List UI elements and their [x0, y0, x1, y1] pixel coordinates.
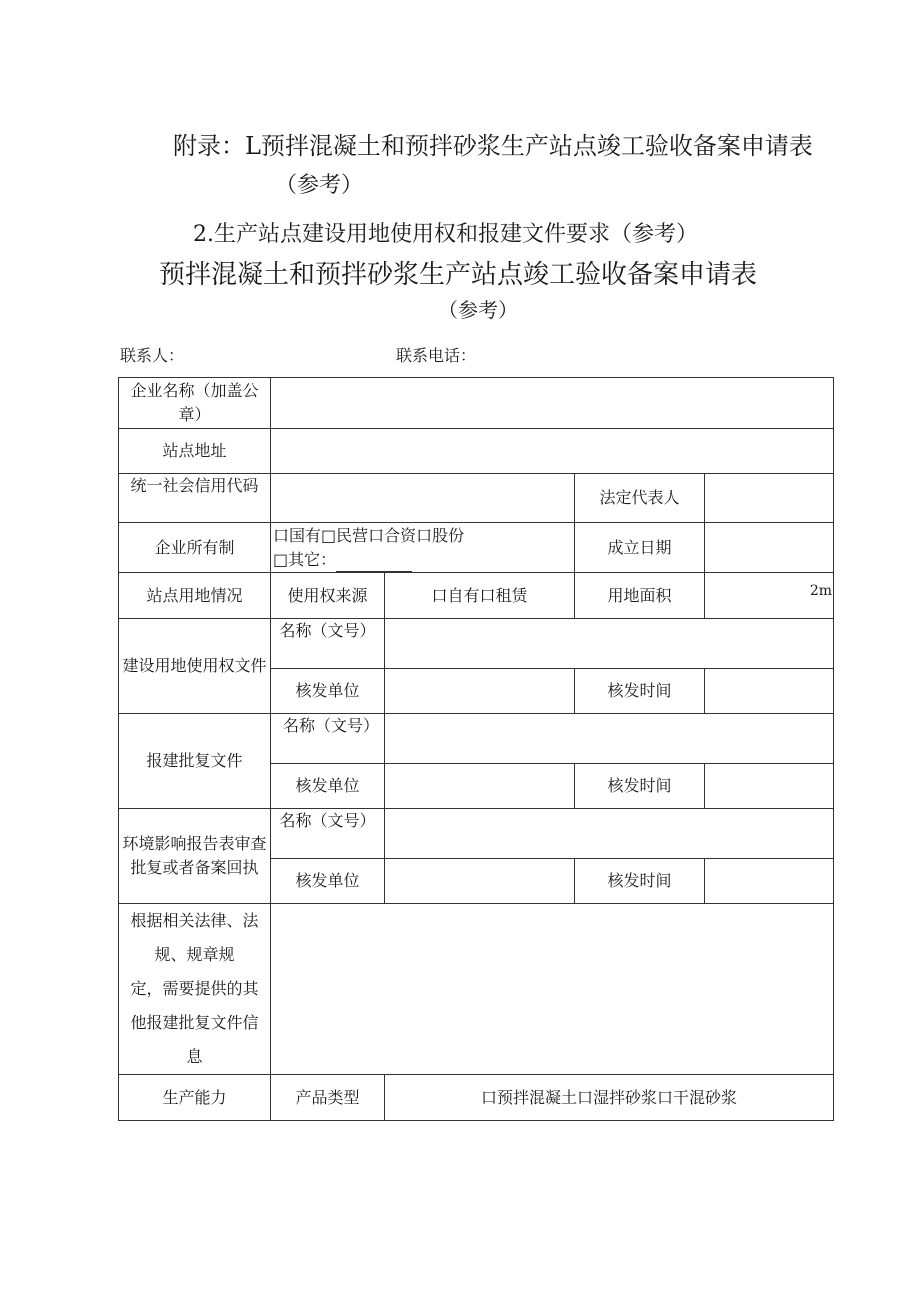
land-doc-label: 建设用地使用权文件: [119, 619, 271, 714]
other-docs-field[interactable]: [271, 904, 834, 1075]
approval-doc-issuer-label: 核发单位: [271, 764, 385, 809]
other-docs-line: 他报建批复文件信: [130, 1013, 259, 1032]
land-area-label: 用地面积: [575, 573, 705, 619]
env-doc-issuer-label: 核发单位: [271, 859, 385, 904]
land-doc-issuer-field[interactable]: [385, 669, 575, 714]
land-doc-name-label: 名称（文号）: [271, 619, 385, 669]
other-docs-line: 定，需要提供的其: [130, 979, 259, 998]
other-docs-line: 规、规章规: [154, 945, 235, 964]
approval-doc-name-label: 名称（文号）: [271, 714, 385, 764]
land-doc-issuer-label: 核发单位: [271, 669, 385, 714]
founded-date-field[interactable]: [705, 523, 834, 573]
legal-rep-label: 法定代表人: [575, 474, 705, 523]
land-area-unit: 2m: [809, 583, 832, 599]
env-doc-name-field[interactable]: [385, 809, 834, 859]
ownership-options[interactable]: [271, 523, 575, 573]
contact-person-label: 联系人：: [120, 346, 185, 365]
other-docs-label: [119, 904, 271, 1075]
product-type-options[interactable]: 口预拌混凝土口湿拌砂浆口干混砂浆: [385, 1075, 834, 1121]
land-doc-time-field[interactable]: [705, 669, 834, 714]
appendix-subtitle: （参考）: [275, 173, 364, 198]
credit-code-label: 统一社会信用代码: [119, 474, 271, 523]
land-doc-time-label: 核发时间: [575, 669, 705, 714]
approval-doc-time-label: 核发时间: [575, 764, 705, 809]
land-doc-name-field[interactable]: [385, 619, 834, 669]
other-docs-line: 根据相关法律、法: [130, 911, 259, 930]
approval-doc-time-field[interactable]: [705, 764, 834, 809]
land-area-field[interactable]: [705, 573, 834, 619]
application-form-table: [118, 377, 834, 1121]
env-doc-time-label: 核发时间: [575, 859, 705, 904]
section-title: 2.生产站点建设用地使用权和报建文件要求（参考）: [193, 222, 698, 247]
appendix-title: 附录：L预拌混凝土和预拌砂浆生产站点竣工验收备案申请表: [173, 132, 813, 160]
env-doc-label: 环境影响报告表审查批复或者备案回执: [119, 809, 271, 904]
company-name-label: 企业名称（加盖公章）: [119, 378, 271, 429]
ownership-label: 企业所有制: [119, 523, 271, 573]
env-doc-name-label: 名称（文号）: [271, 809, 385, 859]
form-subtitle: （参考）: [438, 298, 518, 322]
ownership-other-label: □其它：: [273, 549, 337, 569]
other-docs-line: 息: [186, 1047, 203, 1066]
env-doc-time-field[interactable]: [705, 859, 834, 904]
company-name-field[interactable]: [271, 378, 834, 429]
right-source-options[interactable]: 口自有口租赁: [385, 573, 575, 619]
founded-date-label: 成立日期: [575, 523, 705, 573]
approval-doc-issuer-field[interactable]: [385, 764, 575, 809]
env-doc-issuer-field[interactable]: [385, 859, 575, 904]
site-address-field[interactable]: [271, 429, 834, 474]
approval-doc-name-field[interactable]: [385, 714, 834, 764]
product-type-label: 产品类型: [271, 1075, 385, 1121]
land-situation-label: 站点用地情况: [119, 573, 271, 619]
contact-phone-label: 联系电话：: [396, 346, 477, 365]
capacity-label: 生产能力: [119, 1075, 271, 1121]
ownership-options-line2[interactable]: [273, 548, 574, 572]
legal-rep-field[interactable]: [705, 474, 834, 523]
ownership-options-line1[interactable]: 口国有□民营口合资口股份: [273, 525, 465, 545]
site-address-label: 站点地址: [119, 429, 271, 474]
ownership-other-blank[interactable]: [336, 553, 412, 572]
right-source-label: 使用权来源: [271, 573, 385, 619]
form-title: 预拌混凝土和预拌砂浆生产站点竣工验收备案申请表: [159, 260, 758, 290]
credit-code-field[interactable]: [271, 474, 575, 523]
approval-doc-label: 报建批复文件: [119, 714, 271, 809]
